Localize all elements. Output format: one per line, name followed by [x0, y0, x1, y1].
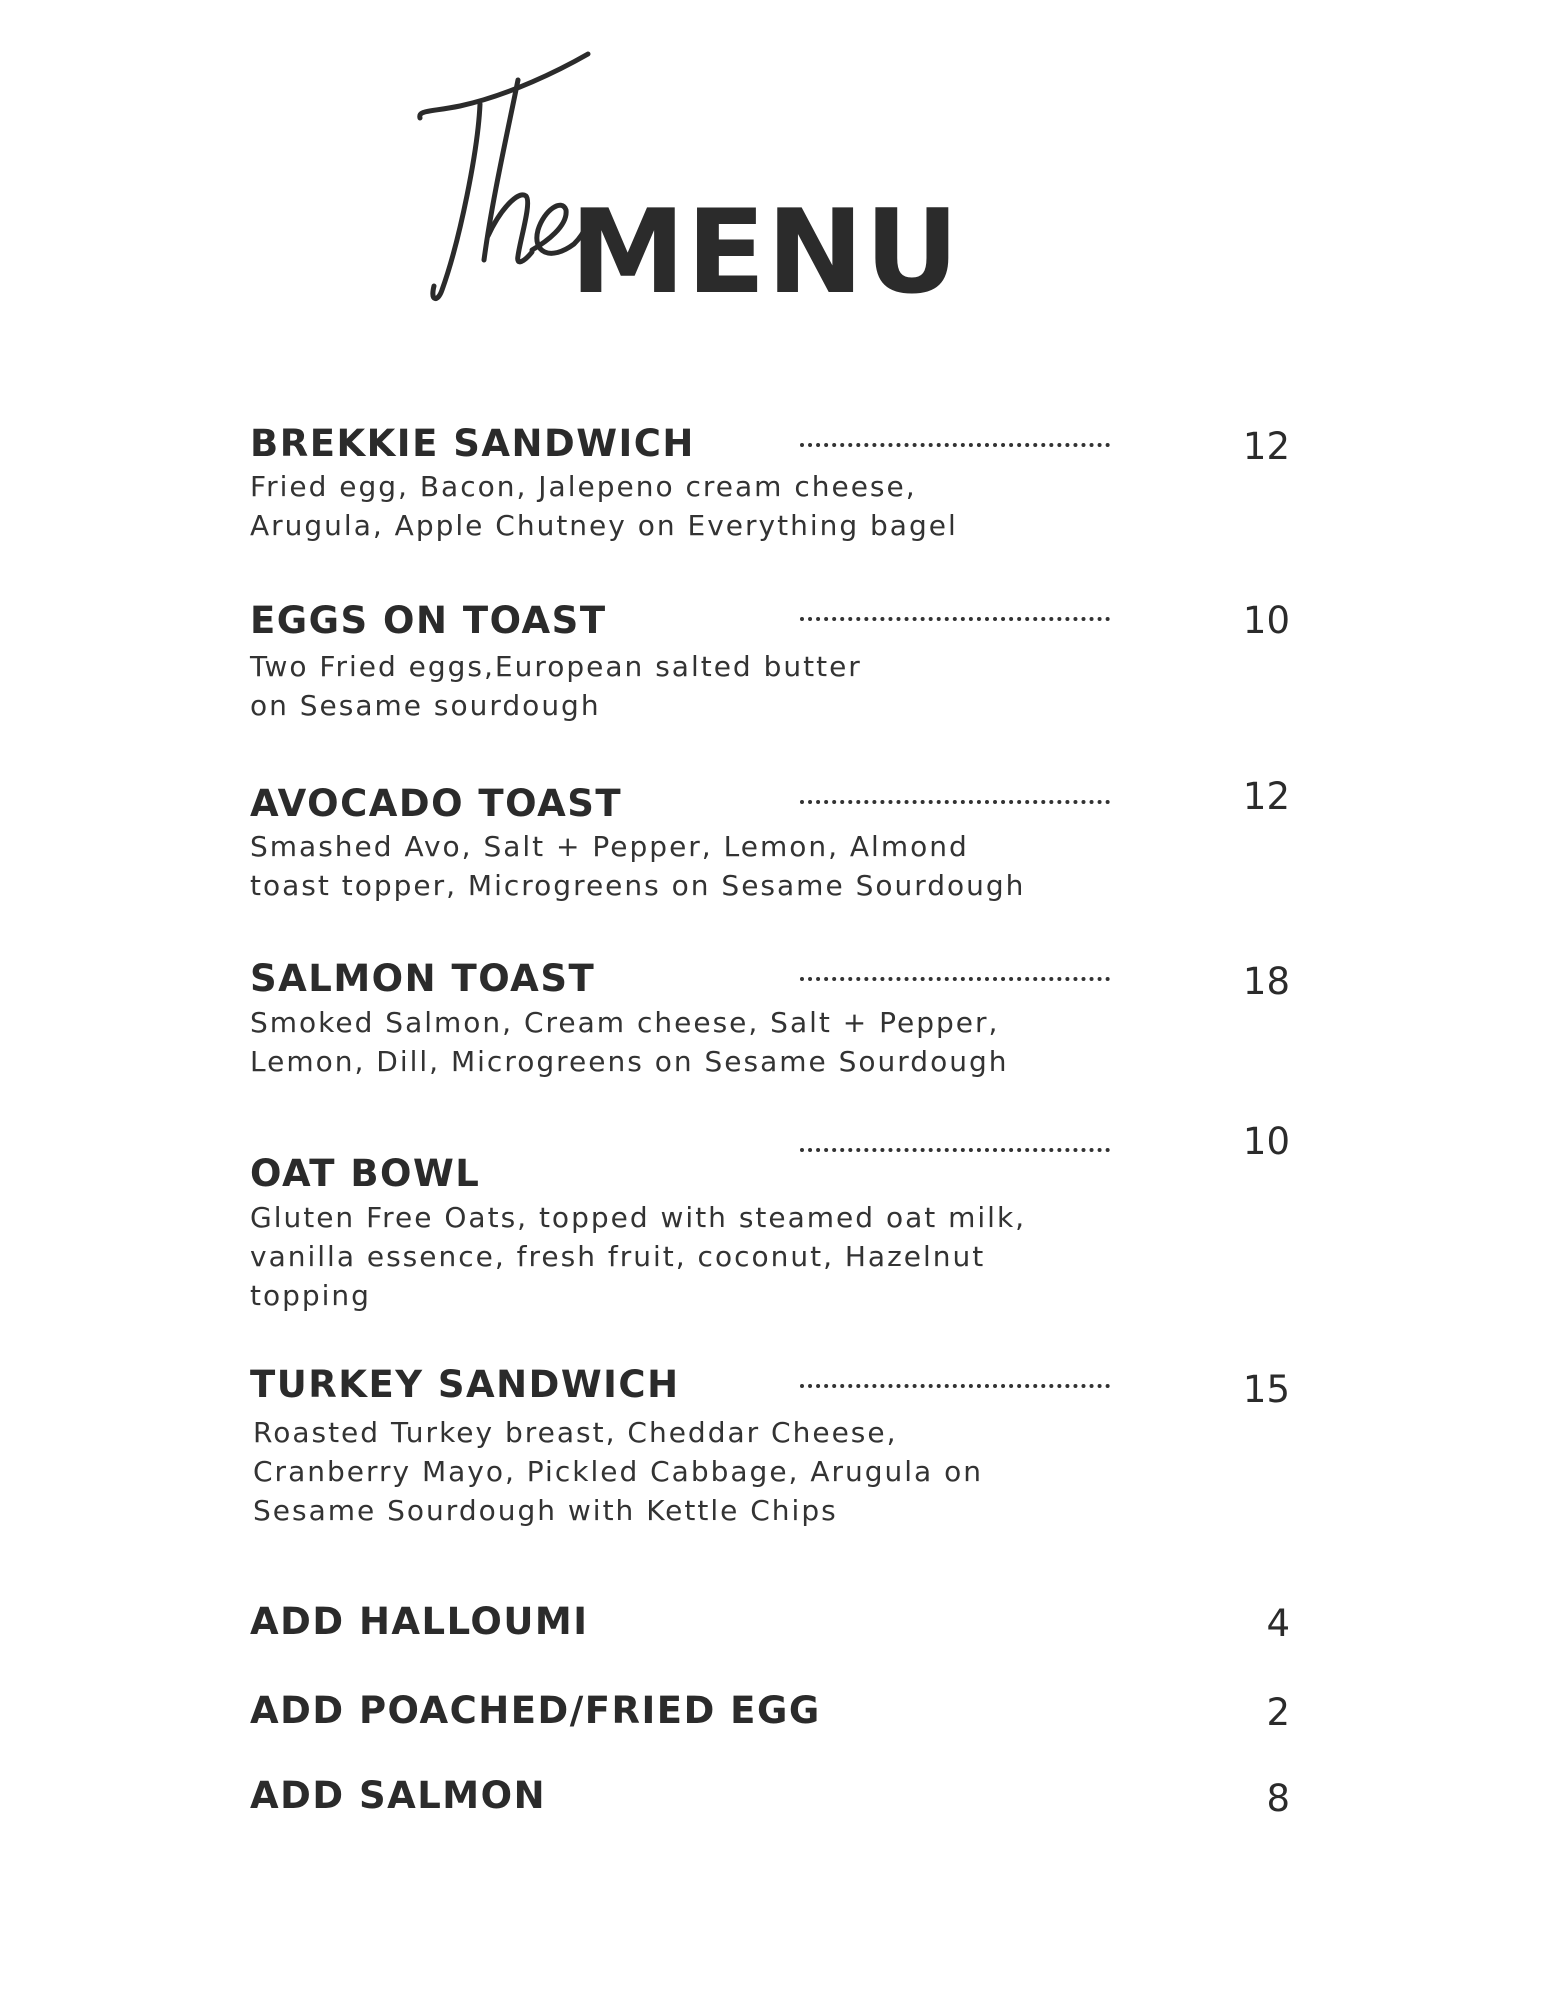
addon-name: ADD SALMON — [250, 1774, 547, 1817]
description-line: Cranberry Mayo, Pickled Cabbage, Arugula on — [253, 1455, 983, 1488]
dotted-leader — [800, 977, 1110, 981]
description-line: topping — [250, 1279, 371, 1312]
description-line: vanilla essence, fresh fruit, coconut, Hazelnut — [250, 1240, 986, 1273]
dotted-leader — [800, 617, 1110, 621]
description-line: toast topper, Microgreens on Sesame Sourdough — [250, 869, 1026, 902]
dotted-leader — [800, 443, 1110, 447]
description-line: Smashed Avo, Salt + Pepper, Lemon, Almond — [250, 830, 969, 863]
description-line: Lemon, Dill, Microgreens on Sesame Sourdough — [250, 1045, 1009, 1078]
item-name: OAT BOWL — [250, 1152, 481, 1195]
description-line: on Sesame sourdough — [250, 689, 601, 722]
item-description — [250, 467, 1050, 545]
item-description — [250, 647, 1050, 725]
description-line: Fried egg, Bacon, Jalepeno cream cheese, — [250, 470, 917, 503]
item-name: SALMON TOAST — [250, 957, 596, 1000]
dotted-leader — [800, 800, 1110, 804]
menu-title — [0, 0, 1545, 340]
addon-price: 4 — [1266, 1602, 1290, 1645]
item-price: 12 — [1242, 425, 1290, 468]
dotted-leader — [800, 1384, 1110, 1388]
item-description — [250, 1198, 1050, 1315]
item-description — [253, 1413, 1053, 1530]
item-description — [250, 827, 1050, 905]
description-line: Smoked Salmon, Cream cheese, Salt + Pepper, — [250, 1006, 1000, 1039]
addon-price: 8 — [1266, 1777, 1290, 1820]
item-name: AVOCADO TOAST — [250, 782, 623, 825]
item-price: 10 — [1242, 599, 1290, 642]
addon-name: ADD HALLOUMI — [250, 1600, 589, 1643]
dotted-leader — [800, 1148, 1110, 1152]
addon-price: 2 — [1266, 1691, 1290, 1734]
addon-name: ADD POACHED/FRIED EGG — [250, 1689, 821, 1732]
description-line: Sesame Sourdough with Kettle Chips — [253, 1494, 838, 1527]
description-line: Roasted Turkey breast, Cheddar Cheese, — [253, 1416, 898, 1449]
menu-heading: MENU — [570, 185, 960, 320]
item-price: 12 — [1242, 775, 1290, 818]
description-line: Two Fried eggs,European salted butter — [250, 650, 862, 683]
item-name: BREKKIE SANDWICH — [250, 422, 695, 465]
item-price: 18 — [1242, 960, 1290, 1003]
description-line: Gluten Free Oats, topped with steamed oat milk, — [250, 1201, 1027, 1234]
description-line: Arugula, Apple Chutney on Everything bagel — [250, 509, 958, 542]
item-name: TURKEY SANDWICH — [250, 1363, 680, 1406]
item-price: 15 — [1242, 1368, 1290, 1411]
item-price: 10 — [1242, 1120, 1290, 1163]
item-name: EGGS ON TOAST — [250, 599, 607, 642]
item-description — [250, 1003, 1050, 1081]
